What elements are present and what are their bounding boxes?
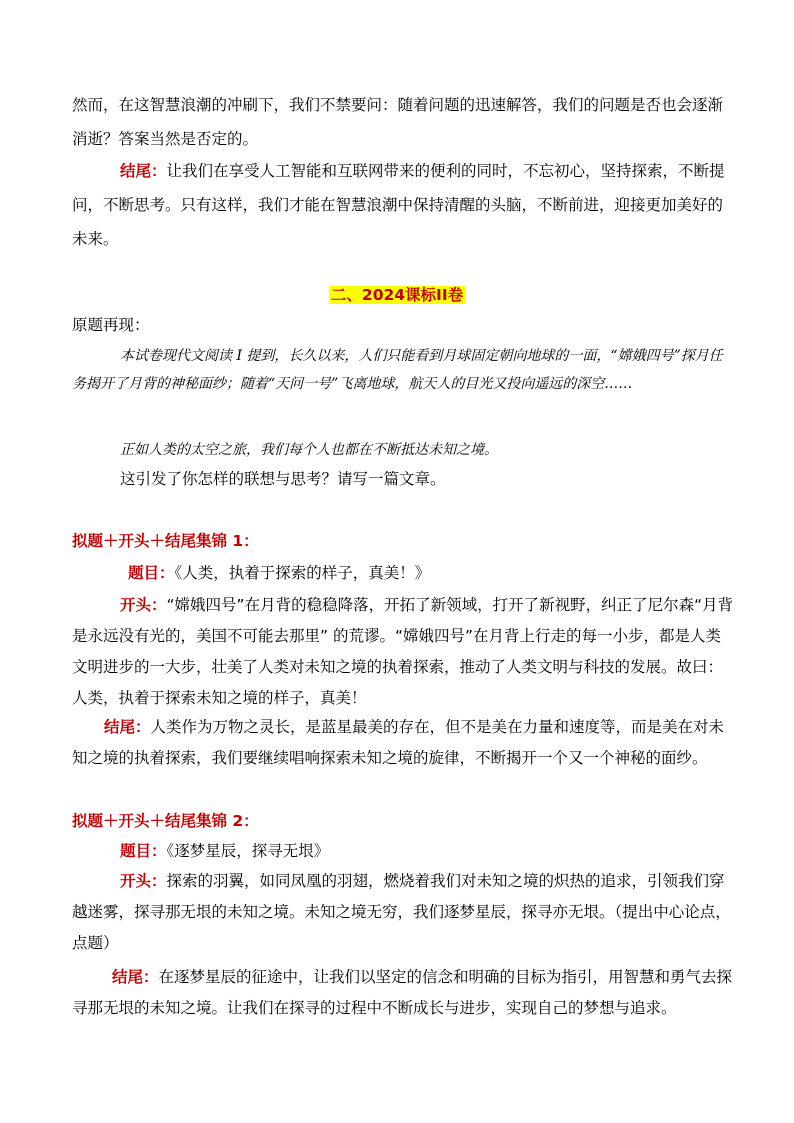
writing-prompt: 这引发了你怎样的联想与思考？请写一篇文章。	[120, 470, 446, 488]
section-heading	[0, 282, 794, 308]
original-question-label: 原题再现：	[72, 316, 150, 334]
collection-2-topic	[120, 838, 329, 864]
topic-text: 《人类，执着于探索的样子，真美！》	[174, 564, 431, 582]
opening-label: 开头：	[120, 872, 167, 890]
collection-1-topic	[128, 560, 430, 586]
opening-label: 开头：	[120, 596, 167, 614]
quote-paragraph-2: 正如人类的太空之旅，我们每个人也都在不断抵达未知之境。	[120, 442, 498, 458]
topic-text: 《逐梦星辰，探寻无垠》	[166, 842, 330, 860]
collection-1-opening	[72, 590, 734, 714]
ending-text: 让我们在享受人工智能和互联网带来的便利的同时，不忘初心，坚持探索，不断提问，不断思考。只有这样，我们才能在智慧浪潮中保持清醒的头脑，不断前进，迎接更加美好的未来。	[72, 162, 725, 248]
intro-ending-paragraph	[72, 154, 734, 256]
intro-paragraph: 然而，在这智慧浪潮的冲刷下，我们不禁要问：随着问题的迅速解答，我们的问题是否也会逐渐消逝？答案当然是否定的。	[72, 96, 724, 148]
collection-1-ending	[72, 712, 734, 774]
collection-1-title: 拟题＋开头＋结尾集锦 1：	[72, 532, 259, 550]
topic-label: 题目：	[128, 564, 175, 582]
topic-label: 题目：	[120, 842, 167, 860]
ending-text: 人类作为万物之灵长，是蓝星最美的存在，但不是美在力量和速度等，而是美在对未知之境的执着探索，我们要继续唱响探索未知之境的旋律，不断揭开一个又一个神秘的面纱。	[72, 718, 725, 767]
ending-label: 结尾：	[120, 162, 167, 180]
quote-paragraph-1: 本试卷现代文阅读 I 提到，长久以来，人们只能看到月球固定朝向地球的一面，“嫦娥四号”探月任务揭开了月背的神秘面纱；随着“天问一号”飞离地球，航天人的目光又投向遥远的深空……	[72, 348, 723, 392]
collection-2-opening	[72, 866, 734, 959]
collection-2-ending	[72, 962, 734, 1024]
section-heading-text: 二、2024课标II卷	[330, 286, 464, 304]
ending-label: 结尾：	[112, 968, 159, 986]
ending-text: 在逐梦星辰的征途中，让我们以坚定的信念和明确的目标为指引，用智慧和勇气去探寻那无垠的未知之境。让我们在探寻的过程中不断成长与进步，实现自己的梦想与追求。	[72, 968, 733, 1017]
opening-text: “嫦娥四号”在月背的稳稳降落，开拓了新领域，打开了新视野，纠正了尼尔森“月背是永远没有光的，美国不可能去那里” 的荒谬。“嫦娥四号”在月背上行走的每一小步，都是人类文明进步的一大步，壮美了人类对未知之境的执着探索，推动了人类文明与科技的发展。故曰：人类，执着于探索未知之境的样子，真美！	[72, 596, 734, 707]
opening-text: 探索的羽翼，如同凤凰的羽翅，燃烧着我们对未知之境的炽热的追求，引领我们穿越迷雾，探寻那无垠的未知之境。未知之境无穷，我们逐梦星辰，探寻亦无垠。（提出中心论点，点题）	[72, 872, 731, 952]
collection-2-title: 拟题＋开头＋结尾集锦 2：	[72, 812, 259, 830]
ending-label: 结尾：	[104, 718, 151, 736]
